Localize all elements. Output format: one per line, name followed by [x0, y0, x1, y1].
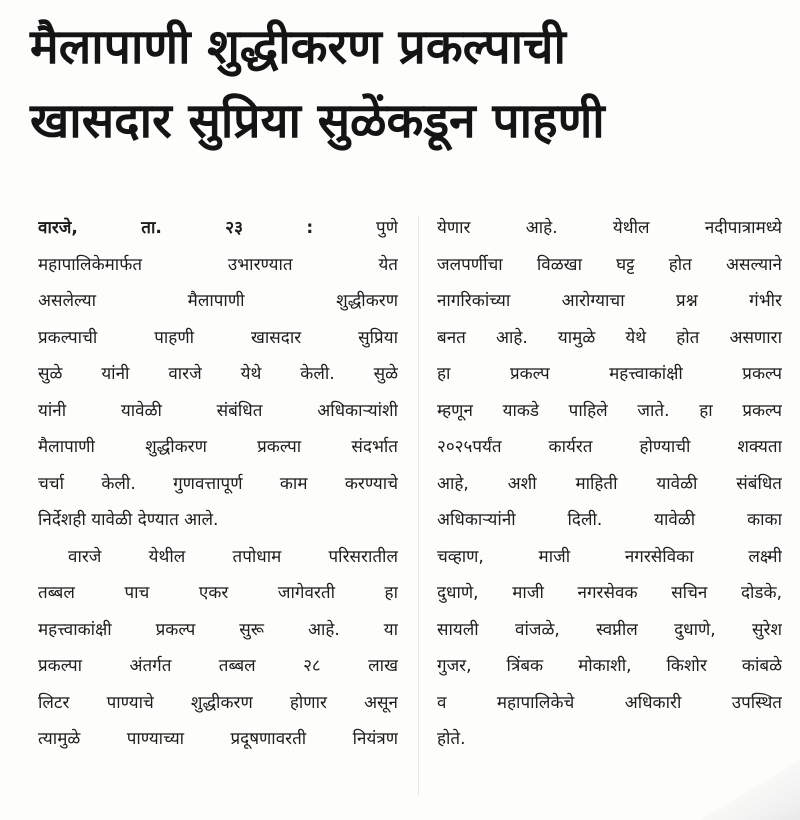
- text-line: दुधाणे, माजी नगरसेवक सचिन दोडके,: [437, 583, 782, 603]
- dateline: वारजे, ता. २३ :: [38, 218, 314, 238]
- headline-line-1: मैलापाणी शुद्धीकरण प्रकल्पाची: [30, 19, 566, 75]
- text-line: लिटर पाण्याचे शुद्धीकरण होणार असून: [38, 692, 398, 713]
- text-line: सायली वांजळे, स्वप्नील दुधाणे, सुरेश: [437, 619, 782, 640]
- text-line: मैलापाणी शुद्धीकरण प्रकल्पा संदर्भात: [38, 437, 398, 457]
- headline: [30, 10, 780, 158]
- text-line: बनत आहे. यामुळे येथे होत असणारा: [437, 327, 782, 348]
- text-line: २०२५पर्यंत कार्यरत होण्याची शक्यता: [437, 437, 782, 457]
- text-line: त्यामुळे पाण्याच्या प्रदूषणावरती नियंत्रण: [38, 729, 398, 749]
- text-line: हा प्रकल्प महत्त्वाकांक्षी प्रकल्प: [437, 364, 782, 384]
- text-line: यांनी यावेळी संबंधित अधिकाऱ्यांशी: [38, 400, 398, 421]
- article-column-left: [38, 210, 398, 758]
- text-line: चर्चा केली. गुणवत्तापूर्ण काम करण्याचे: [38, 473, 398, 494]
- text-line: नागरिकांच्या आरोग्याचा प्रश्न गंभीर: [437, 291, 782, 311]
- headline-line-2: खासदार सुप्रिया सुळेंकडून पाहणी: [30, 93, 605, 149]
- text-line: चव्हाण, माजी नगरसेविका लक्ष्मी: [437, 546, 782, 567]
- paragraph-1: [38, 210, 398, 539]
- text-line: तब्बल पाच एकर जागेवरती हा: [38, 583, 398, 603]
- text-line: निर्देशही यावेळी देण्यात आले.: [38, 510, 219, 530]
- text-line: असलेल्या मैलापाणी शुद्धीकरण: [38, 291, 398, 311]
- text-line: अधिकाऱ्यांनी दिली. यावेळी काका: [437, 510, 782, 530]
- text-line: प्रकल्पाची पाहणी खासदार सुप्रिया: [38, 327, 398, 348]
- text-line: [38, 210, 398, 247]
- text-fragment: पुणे: [313, 218, 398, 238]
- text-line: गुजर, त्रिंबक मोकाशी, किशोर कांबळे: [437, 656, 782, 676]
- text-line: म्हणून याकडे पाहिले जाते. हा प्रकल्प: [437, 400, 782, 421]
- column-divider: [418, 215, 419, 795]
- text-line: महापालिकेमार्फत उभारण्यात येत: [38, 254, 398, 275]
- page-corner-shadow: [680, 760, 800, 820]
- paragraph-3: [437, 210, 782, 758]
- text-line: जलपर्णीचा विळखा घट्ट होत असल्याने: [437, 254, 782, 275]
- text-line: महत्त्वाकांक्षी प्रकल्प सुरू आहे. या: [38, 619, 398, 640]
- text-line: आहे, अशी माहिती यावेळी संबंधित: [437, 473, 782, 494]
- article-column-right: [437, 210, 782, 758]
- text-line: येणार आहे. येथील नदीपात्रामध्ये: [437, 218, 782, 238]
- text-line: वारजे येथील तपोधाम परिसरातील: [68, 546, 398, 567]
- text-line: प्रकल्पा अंतर्गत तब्बल २८ लाख: [38, 656, 398, 676]
- paragraph-2: [38, 539, 398, 758]
- text-line: व महापालिकेचे अधिकारी उपस्थित: [437, 692, 782, 713]
- text-line: सुळे यांनी वारजे येथे केली. सुळे: [38, 364, 398, 384]
- text-line: होते.: [437, 729, 466, 749]
